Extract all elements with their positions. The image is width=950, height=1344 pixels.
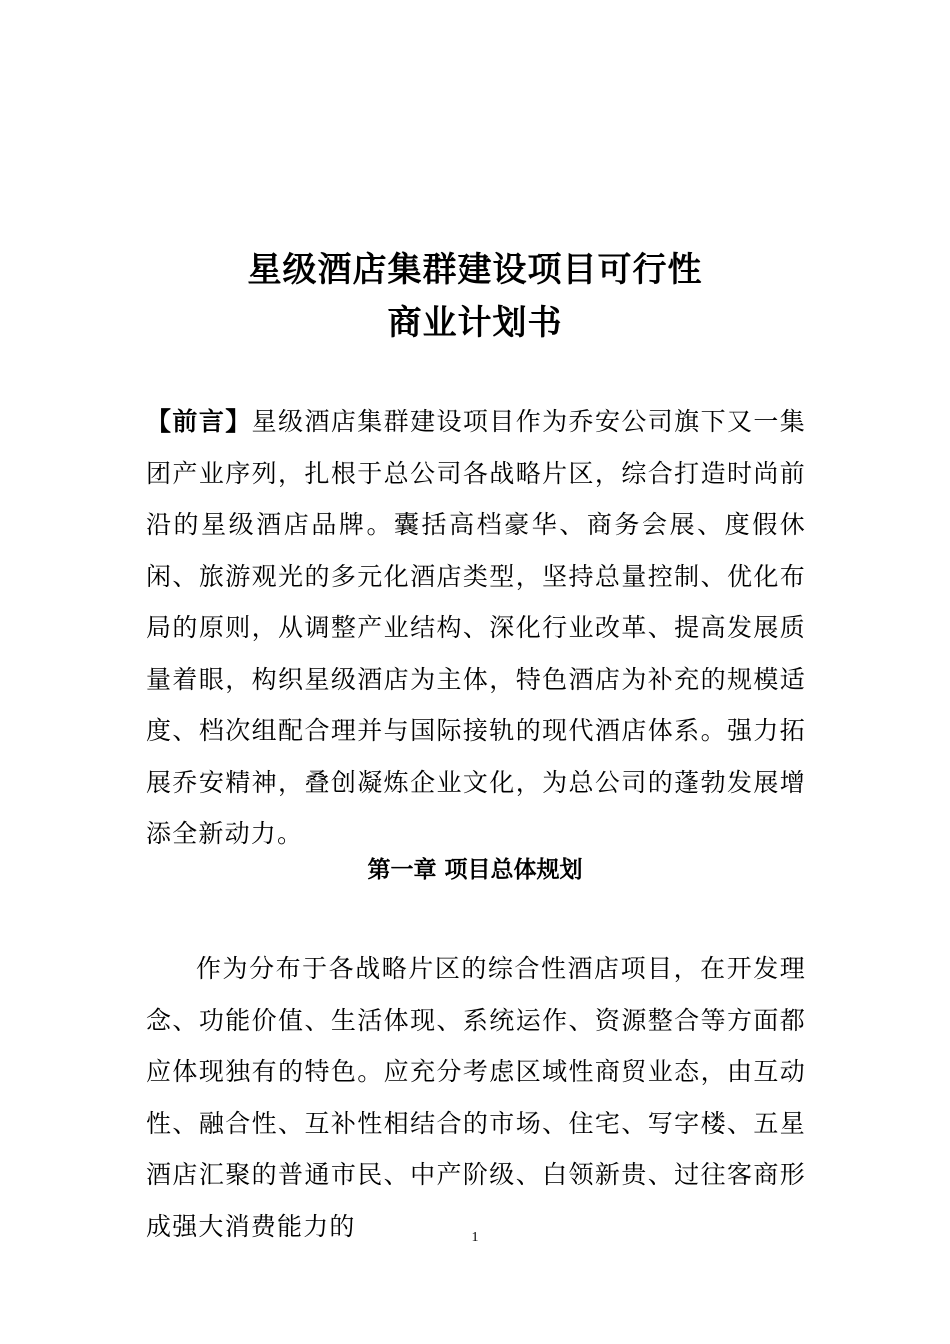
preface-label: 【前言】 (146, 407, 252, 436)
chapter-paragraph: 作为分布于各战略片区的综合性酒店项目，在开发理念、功能价值、生活体现、系统运作、资源整合等方面都应体现独有的特色。应充分考虑区域性商贸业态，由互动性、融合性、互补性相结合的市场、住宅、写字楼、五星酒店汇聚的普通市民、中产阶级、白领新贵、过往客商形成强大消费能力的 (146, 954, 806, 1241)
document-title-line2: 商业计划书 (387, 303, 563, 343)
chapter-heading: 第一章 项目总体规划 (367, 857, 583, 883)
preface-paragraph (146, 396, 806, 860)
document-title-line1: 星级酒店集群建设项目可行性 (247, 250, 703, 290)
page-number: 1 (471, 1230, 479, 1245)
preface-text: 星级酒店集群建设项目作为乔安公司旗下又一集团产业序列，扎根于总公司各战略片区，综合打造时尚前沿的星级酒店品牌。囊括高档豪华、商务会展、度假休闲、旅游观光的多元化酒店类型，坚持总量控制、优化布局的原则，从调整产业结构、深化行业改革、提高发展质量着眼，构织星级酒店为主体，特色酒店为补充的规模适度、档次组配合理并与国际接轨的现代酒店体系。强力拓展乔安精神，叠创凝炼企业文化，为总公司的蓬勃发展增添全新动力。 (146, 407, 806, 848)
